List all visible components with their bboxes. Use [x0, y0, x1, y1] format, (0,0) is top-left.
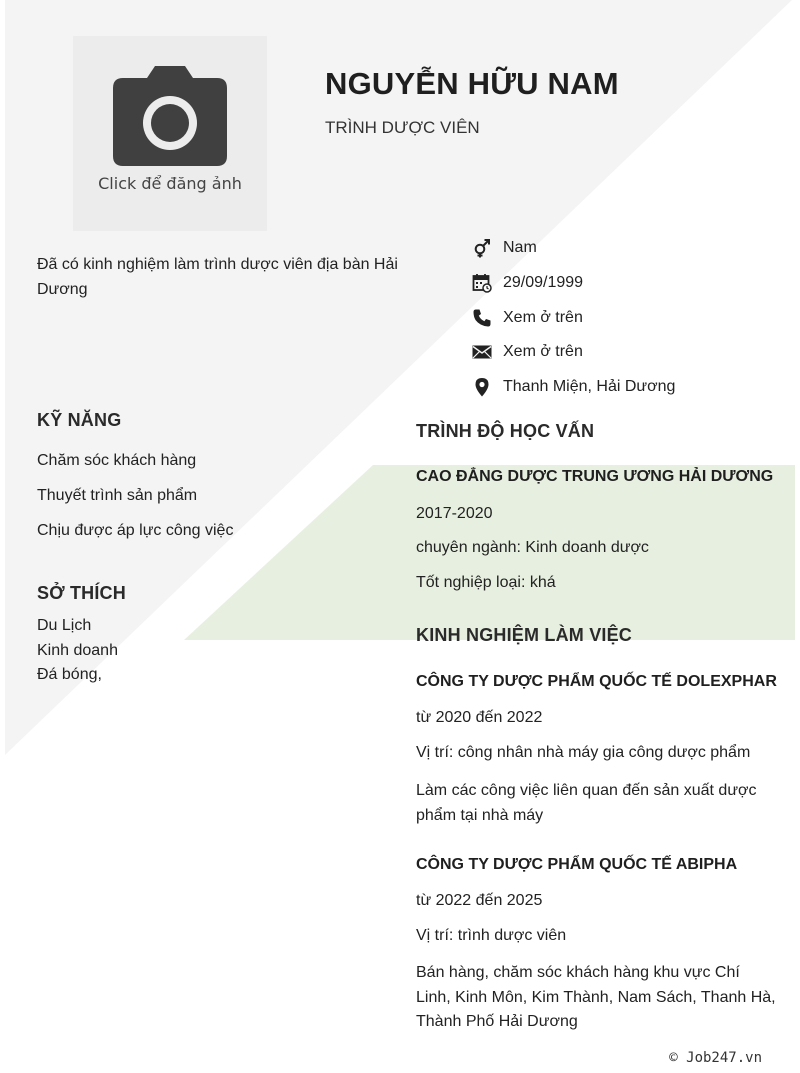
- job-period: từ 2020 đến 2022: [416, 709, 543, 726]
- experience-heading: KINH NGHIỆM LÀM VIỆC: [416, 625, 633, 645]
- hobby-item: Đá bóng,: [37, 666, 102, 684]
- personal-info: [472, 231, 675, 404]
- education-major: chuyên ngành: Kinh doanh dược: [416, 539, 649, 556]
- photo-caption: Click để đăng ảnh: [98, 174, 242, 193]
- info-birthdate-value: 29/09/1999: [503, 274, 584, 292]
- education-period: 2017-2020: [416, 505, 493, 522]
- hobby-item: Du Lịch: [37, 617, 92, 634]
- education-grade: Tốt nghiệp loại: khá: [416, 574, 556, 591]
- job-company: CÔNG TY DƯỢC PHẨM QUỐC TẾ ABIPHA: [416, 856, 738, 873]
- job-company: CÔNG TY DƯỢC PHẨM QUỐC TẾ DOLEXPHAR: [416, 673, 777, 690]
- job-description: Làm các công việc liên quan đến sản xuất dược phẩm tại nhà máy: [416, 782, 757, 824]
- calendar-icon: [472, 273, 492, 293]
- skill-item: Chịu được áp lực công việc: [37, 522, 234, 539]
- job-period: từ 2022 đến 2025: [416, 892, 543, 909]
- hobbies-list: [37, 614, 118, 688]
- job-position: Vị trí: công nhân nhà máy gia công dược phẩm: [416, 744, 751, 761]
- location-icon: [472, 377, 492, 397]
- job-description: Bán hàng, chăm sóc khách hàng khu vực Chí Linh, Kinh Môn, Kim Thành, Nam Sách, Thanh Hà, Thành Phố Hải Dương: [416, 964, 776, 1031]
- email-icon: [472, 342, 492, 362]
- info-birthdate: [472, 266, 675, 301]
- hobbies-heading: SỞ THÍCH: [37, 583, 126, 603]
- skills-heading: KỸ NĂNG: [37, 410, 122, 430]
- info-location: [472, 370, 675, 405]
- career-summary: Đã có kinh nghiệm làm trình dược viên địa bàn Hải Dương: [37, 256, 398, 298]
- candidate-name: NGUYỄN HỮU NAM: [325, 66, 619, 101]
- info-email-value: Xem ở trên: [503, 343, 583, 361]
- camera-icon: [111, 64, 229, 168]
- skill-item: Chăm sóc khách hàng: [37, 452, 197, 469]
- phone-icon: [472, 308, 492, 328]
- info-gender-value: Nam: [503, 239, 537, 257]
- education-school: CAO ĐẲNG DƯỢC TRUNG ƯƠNG HẢI DƯƠNG: [416, 468, 774, 485]
- footer-copyright: © Job247.vn: [669, 1050, 762, 1066]
- info-phone-value: Xem ở trên: [503, 308, 583, 326]
- info-phone: [472, 300, 675, 335]
- job-title: TRÌNH DƯỢC VIÊN: [325, 118, 480, 137]
- photo-upload[interactable]: [73, 36, 267, 231]
- hobby-item: Kinh doanh: [37, 641, 118, 659]
- info-gender: [472, 231, 675, 266]
- skill-item: Thuyết trình sản phẩm: [37, 487, 198, 504]
- info-location-value: Thanh Miện, Hải Dương: [503, 378, 676, 396]
- education-heading: TRÌNH ĐỘ HỌC VẤN: [416, 421, 595, 441]
- info-email: [472, 335, 675, 370]
- gender-icon: [472, 238, 492, 258]
- job-position: Vị trí: trình dược viên: [416, 927, 567, 944]
